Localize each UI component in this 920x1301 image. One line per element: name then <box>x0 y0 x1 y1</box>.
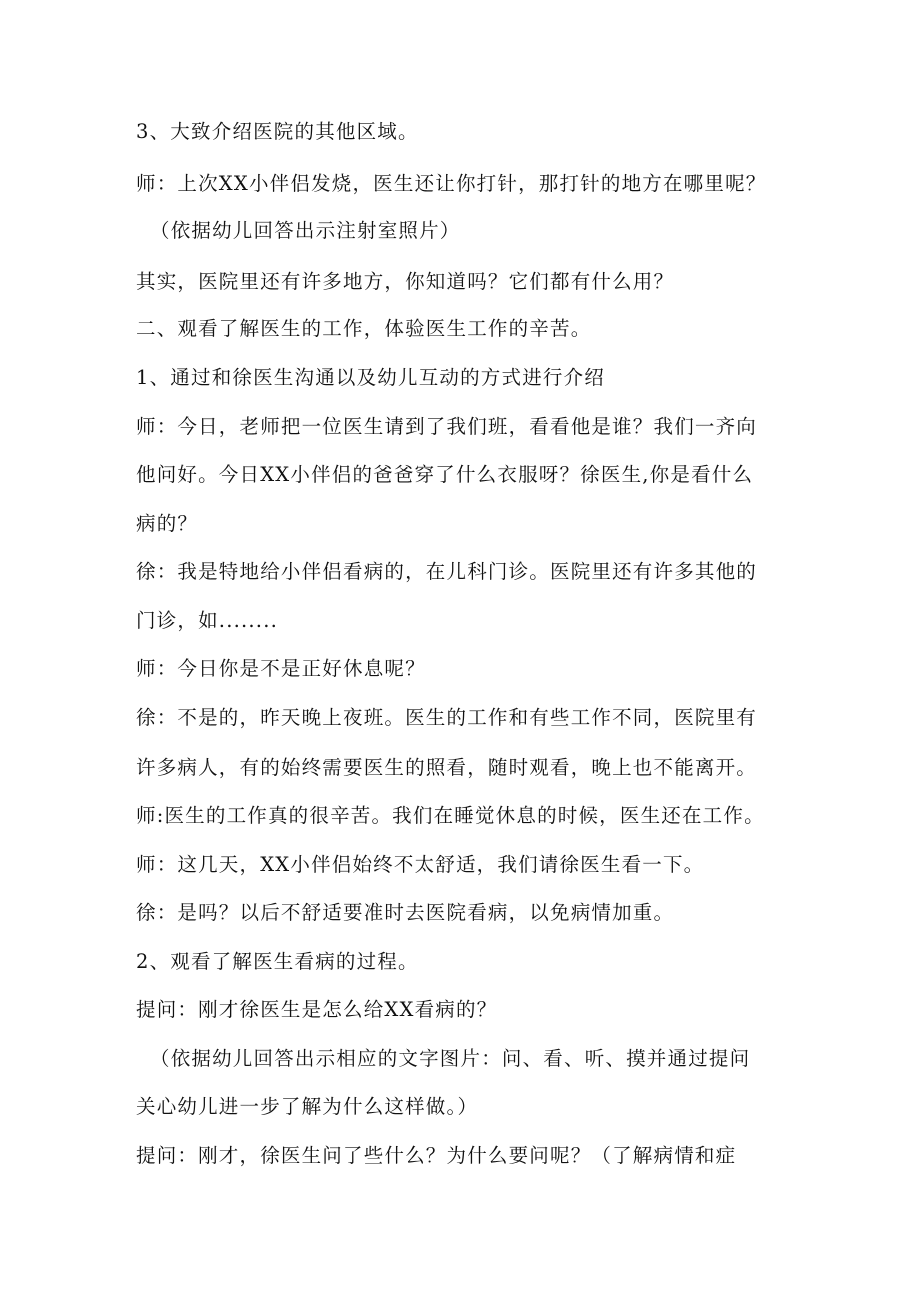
text-line: 二、观看了解医生的工作，体验医生工作的辛苦。 <box>136 317 592 340</box>
text-line: 徐：我是特地给小伴侣看病的，在儿科门诊。医院里还有许多其他的 <box>136 560 758 583</box>
text-line: 师：今日，老师把一位医生请到了我们班，看看他是谁？我们一齐向 <box>136 415 758 438</box>
text-line: 师：今日你是不是正好休息呢？ <box>136 657 426 680</box>
text-line: 其实，医院里还有许多地方，你知道吗？它们都有什么用？ <box>136 270 675 293</box>
text-line: 病的？ <box>136 512 199 535</box>
text-line: （依据幼儿回答出示相应的文字图片：问、看、听、摸并通过提问 <box>150 1047 751 1070</box>
text-line: 关心幼儿进一步了解为什么这样做。） <box>136 1095 479 1118</box>
text-line: 许多病人，有的始终需要医生的照看，随时观看，晚上也不能离开。 <box>136 756 758 779</box>
text-line: 他问好。今日XX小伴侣的爸爸穿了什么衣服呀？徐医生,你是看什么 <box>136 463 754 486</box>
text-line: 1、通过和徐医生沟通以及幼儿互动的方式进行介绍 <box>136 366 606 389</box>
text-line: 徐：是吗？以后不舒适要准时去医院看病，以免病情加重。 <box>136 901 675 924</box>
text-line: 2、观看了解医生看病的过程。 <box>136 950 419 973</box>
text-line: 师：上次XX小伴侣发烧，医生还让你打针，那打针的地方在哪里呢？ <box>136 172 767 195</box>
text-line: 提问：刚才，徐医生问了些什么？为什么要问呢？（了解病情和症 <box>136 1144 737 1167</box>
text-line: 师：这几天，XX小伴侣始终不太舒适，我们请徐医生看一下。 <box>136 853 705 876</box>
text-line: 门诊，如........ <box>136 609 278 632</box>
text-line: 提问：刚才徐医生是怎么给XX看病的？ <box>136 998 498 1021</box>
text-line: 师:医生的工作真的很辛苦。我们在睡觉休息的时候，医生还在工作。 <box>136 804 765 827</box>
text-line: 徐：不是的，昨天晚上夜班。医生的工作和有些工作不同，医院里有 <box>136 706 758 729</box>
text-line: 3、大致介绍医院的其他区域。 <box>136 120 419 143</box>
text-line: （依据幼儿回答出示注射室照片） <box>150 219 461 242</box>
